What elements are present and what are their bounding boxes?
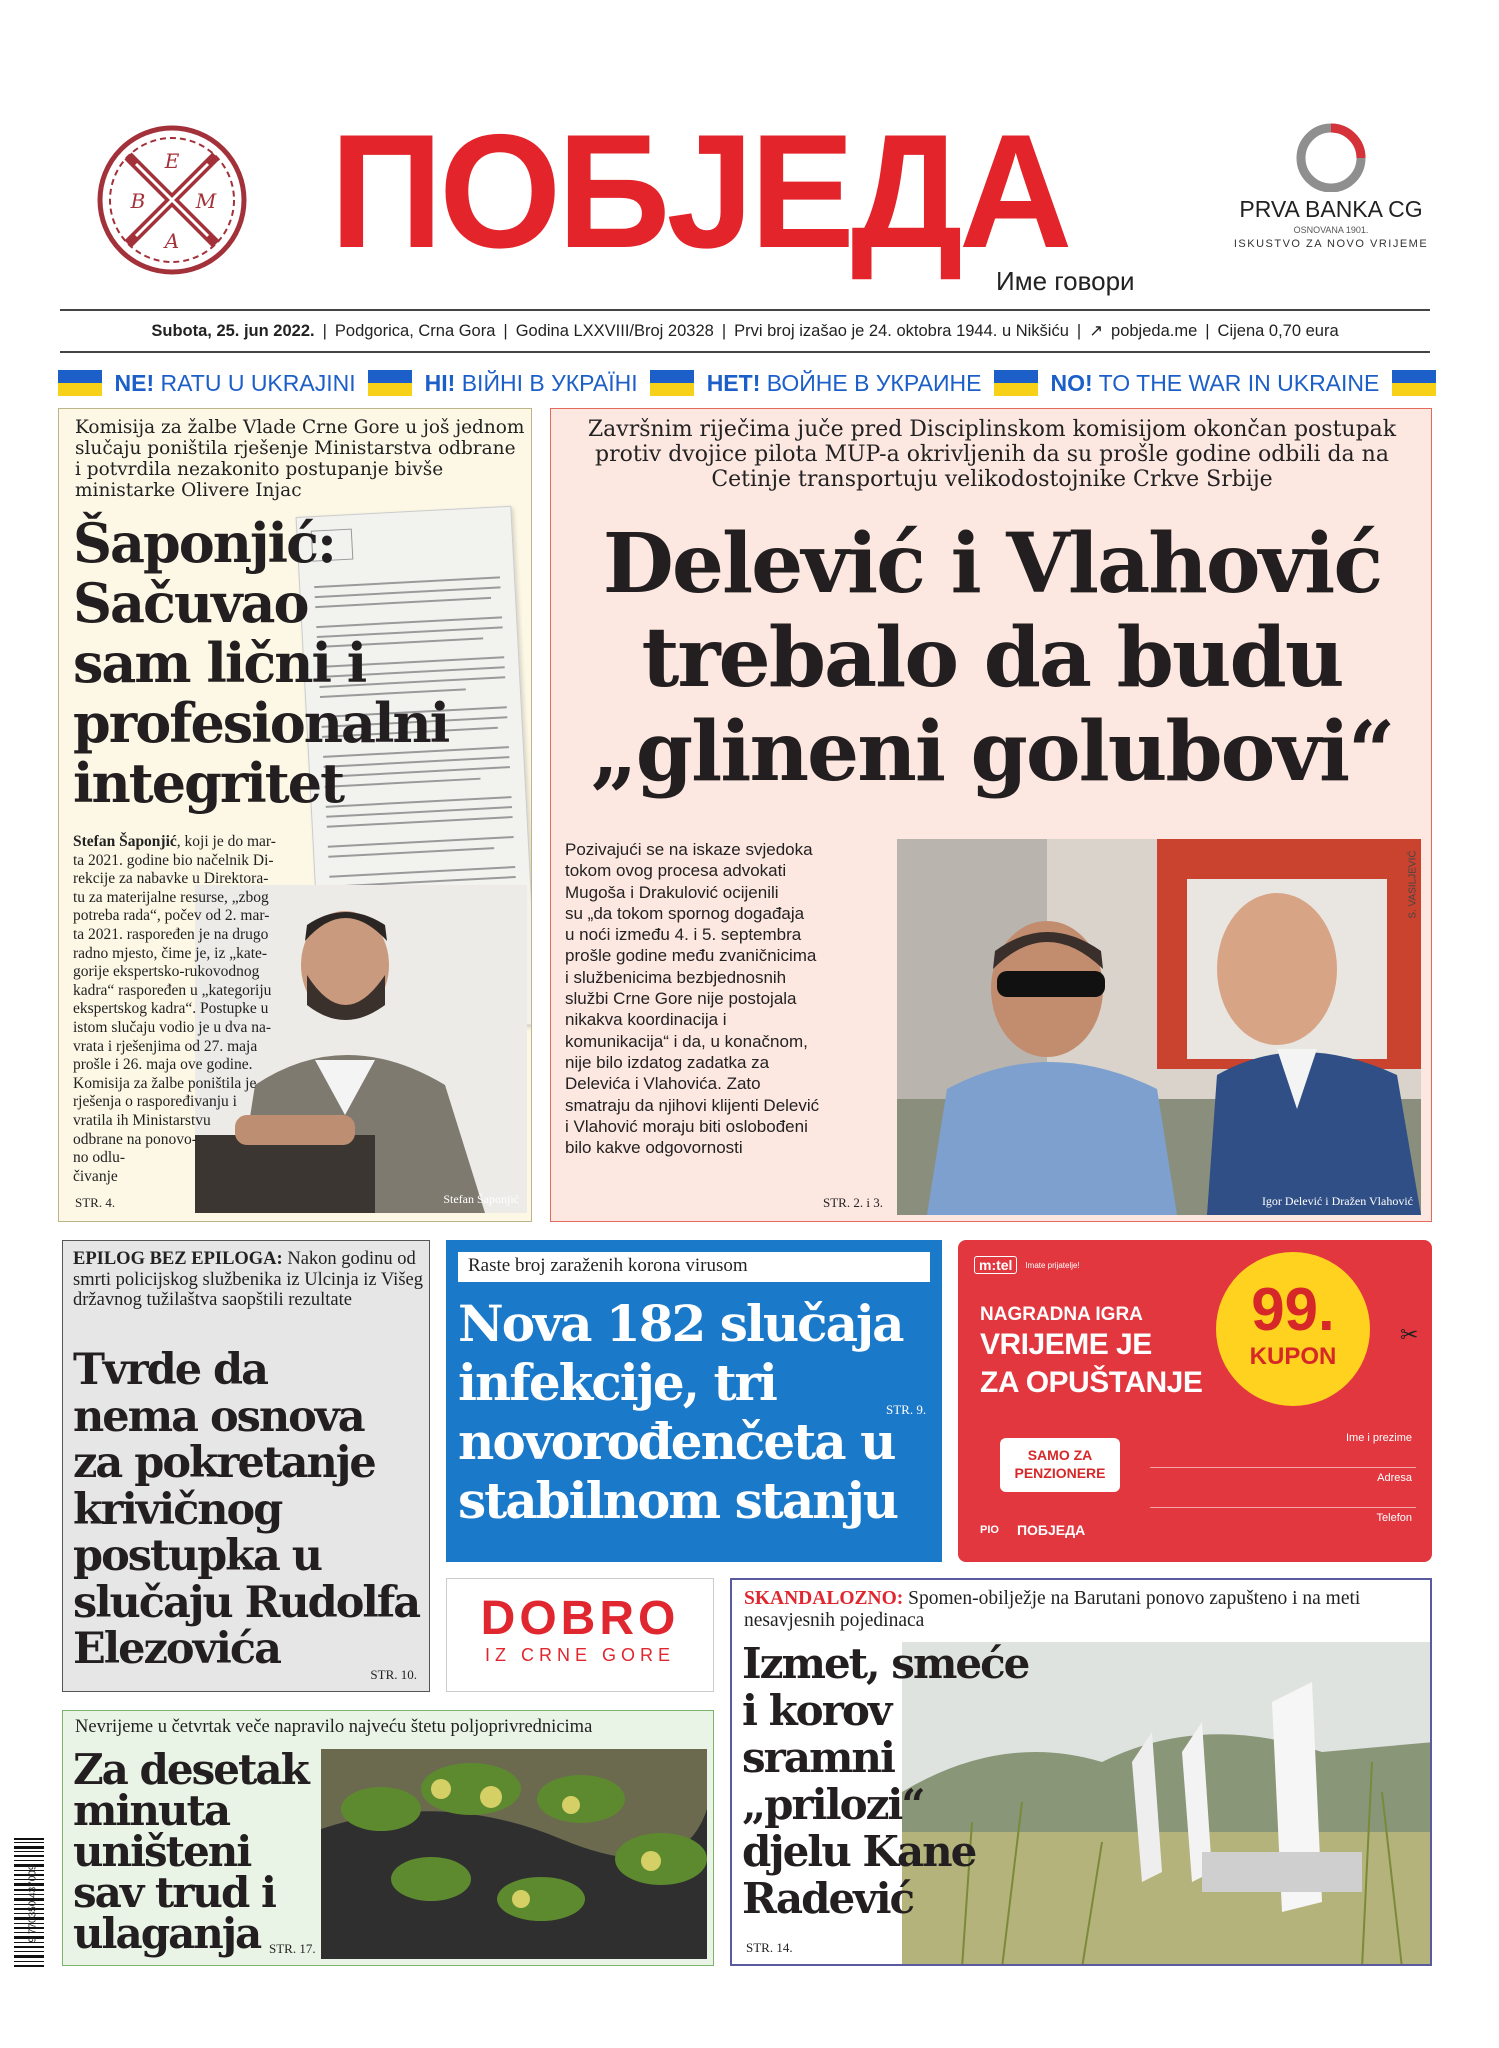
dateline-place: Podgorica, Crna Gora [334, 321, 496, 340]
epilog-label: EPILOG BEZ EPILOGA: [73, 1249, 283, 1269]
saponjic-lead-name: Stefan Šaponjić [73, 833, 177, 850]
coupon-title-1: NAGRADNA IGRA [980, 1304, 1143, 1325]
coupon-badge [1216, 1252, 1370, 1406]
masthead-title: ПОБЈЕДА [330, 101, 1069, 282]
epilog-headline[interactable]: Tvrde da nema osnova za pokretanje krivičnog postupka u slučaju Rudolfa Elezovića [73, 1345, 420, 1674]
epilog-kicker: EPILOG BEZ EPILOGA: Nakon godinu od smrti policijskog službenika iz Ulcinja iz Višeg državnog tužilaštva saopštili rezultate [73, 1249, 423, 1310]
coupon-badge-number: 99. [1251, 1276, 1335, 1343]
saponjic-kicker: Komisija za žalbe Vlade Crne Gore u još jednom slučaju poništila rješenje Ministarstva odbrane i potvrdila nezakonito postupanje bivše ministarke Olivere Injac [75, 417, 525, 501]
banner-item-1: NE! RATU U UKRAJINI [114, 369, 356, 396]
story-corona[interactable] [446, 1240, 942, 1562]
ukraine-flag-icon [1392, 370, 1436, 396]
pilots-headline-line-2: trebalo da budu [641, 610, 1343, 706]
storm-page-ref[interactable]: STR. 17. [269, 1941, 316, 1956]
coupon-button[interactable]: SAMO ZA PENZIONERE [1000, 1438, 1120, 1492]
story-epilog[interactable] [62, 1240, 430, 1692]
ukraine-flag-icon [994, 370, 1038, 396]
monument-headline[interactable]: Izmet, smeće i korov sramni „prilozi“ djelu Kane Radević [742, 1639, 1029, 1923]
story-pilots[interactable] [550, 408, 1432, 1222]
coupon-badge-label: KUPON [1249, 1343, 1337, 1370]
dateline-website[interactable]: pobjeda.me [1111, 321, 1198, 340]
dateline-rule-bottom [60, 351, 1430, 353]
pilots-photo [897, 839, 1421, 1215]
monument-kicker: SKANDALOZNO: Spomen-obilježje na Barutani ponovo zapušteno i na meti nesavjesnih pojedinaca [744, 1588, 1361, 1631]
coupon-form [1150, 1428, 1416, 1552]
sponsor-name: PRVA BANKA CG [1239, 196, 1423, 222]
saponjic-page-ref[interactable]: STR. 4. [75, 1195, 116, 1210]
pilots-photo-caption: Igor Delević i Dražen Vlahović [1261, 1194, 1413, 1208]
pilots-page-ref[interactable]: STR. 2. i 3. [823, 1195, 883, 1210]
coupon-field-address[interactable]: Adresa [1377, 1472, 1412, 1484]
emblem-letter-top: Е [164, 149, 180, 173]
epilog-page-ref[interactable]: STR. 10. [370, 1667, 417, 1682]
dateline-issue: Godina LXXVIII/Broj 20328 [515, 321, 714, 340]
pilots-body: Pozivajući se na iskaze svjedoka tokom ovog procesa advokati Mugoša i Drakulović ocijenili su „da tokom spornog događaja u noći između 4. i 5. septembra prošle godine među zvaničnicima i službenicima bezbjednosnih službi Crne Gore nije postojala nikakva koordinacija i komunikacija“ i da, u konačnom, nije bilo izdatog zadatka za Delevića i Vlahovića. Zato smatraju da njihovi klijenti Delević i Vlahović moraju biti oslobođeni bilo kakve odgovornosti [565, 840, 820, 1158]
barcode-number: 9 770350 437009 [27, 1864, 39, 1943]
monument-page-ref[interactable]: STR. 14. [746, 1940, 793, 1955]
scissors-icon: ✂ [1400, 1322, 1419, 1347]
dateline: Subota, 25. jun 2022. | Podgorica, Crna Gora | Godina LXXVIII/Broj 20328 | Prvi broj izašao je 24. oktobra 1944. u Nikšiću | ↗ pobjeda.me | Cijena 0,70 eura [151, 321, 1339, 340]
ad-coupon[interactable] [958, 1240, 1432, 1562]
pilots-headline-line-1: Delević i Vlahović [602, 516, 1382, 612]
banner-item-3: НЕТ! ВОЙНЕ В УКРАИНЕ [706, 369, 982, 396]
coupon-brand [974, 1256, 1080, 1274]
emblem-letter-right: М [195, 189, 217, 213]
sponsor-tagline: ISKUSTVO ZA NOVO VRIJEME [1233, 238, 1429, 250]
saponjic-headline-line-1: Šaponjić: [73, 511, 335, 575]
saponjic-headline-line-3: sam lični i [73, 631, 366, 695]
sponsor-logo [1226, 120, 1436, 260]
ukraine-flag-icon [650, 370, 694, 396]
corona-page-ref[interactable]: STR. 9. [886, 1402, 927, 1417]
dateline-price: Cijena 0,70 eura [1217, 321, 1339, 340]
emblem-letter-bottom: А [164, 229, 180, 253]
ukraine-flag-icon [368, 370, 412, 396]
banner-item-4: NO! TO THE WAR IN UKRAINE [1050, 369, 1380, 396]
emblem-letter-left: В [130, 189, 146, 213]
coupon-field-name[interactable]: Ime i prezime [1345, 1432, 1412, 1444]
dobro-subtitle: IZ CRNE GORE [484, 1645, 675, 1665]
masthead-left-logo [92, 120, 252, 280]
cursor-icon: ↗ [1089, 322, 1104, 340]
bank-swirl-icon [1286, 120, 1376, 192]
saponjic-headline-line-5: integritet [73, 751, 344, 815]
sponsor-founded: OSNOVANA 1901. [1293, 225, 1369, 235]
pio-logo: PIO [980, 1524, 999, 1536]
story-saponjic[interactable] [58, 408, 532, 1222]
banner-item-2: НІ! ВІЙНІ В УКРАЇНІ [424, 369, 638, 396]
coupon-footer [980, 1522, 1085, 1538]
saponjic-headline-line-2: Sačuvao [73, 571, 308, 635]
saponjic-body-text: Stefan Šaponjić, koji je do mar- ta 2021. godine bio načelnik Di- rekcije za nabavke u Direktora- tu za materijalne resurse, „zbog potreba rada“, počev od 2. mar- ta 2021. raspoređen je na drugo radno mjesto, čime je, iz „kate- gorije ekspertsko-rukovodnog kadra“ raspoređen u „kategoriju ekspertskog kadra“. Postupke u istom slučaju vodio je u dva na- vrata i rješenjima od 27. maja prošle i 26. maja ove godine. Komisija za žalbe poništila je rješenja o raspoređivanju i vratila ih Ministarstvu odbrane na ponovo- no odlu- čivanje [73, 833, 276, 1185]
dateline-first-issue: Prvi broj izašao je 24. oktobra 1944. u Nikšiću [734, 321, 1069, 340]
saponjic-headline[interactable] [73, 513, 513, 813]
mtel-logo: m:tel [974, 1256, 1017, 1274]
dateline-date: Subota, 25. jun 2022. [151, 321, 315, 340]
monument-label: SKANDALOZNO: [744, 1588, 904, 1609]
pilots-headline[interactable] [551, 517, 1432, 799]
ad-dobro[interactable] [446, 1578, 714, 1692]
mtel-note: Imate prijatelje! [1025, 1260, 1080, 1270]
pobjeda-small-logo: ПОБЈЕДА [1016, 1522, 1086, 1538]
emblem-icon [92, 120, 252, 280]
story-storm[interactable] [62, 1710, 714, 1966]
coupon-title-3: ZA OPUŠTANJE [980, 1366, 1203, 1399]
saponjic-headline-line-4: profesionalni [73, 691, 449, 755]
coupon-field-phone[interactable]: Telefon [1376, 1512, 1412, 1524]
dateline-rule-top [60, 309, 1430, 311]
saponjic-photo-caption: Stefan Šaponjić [443, 1192, 519, 1206]
story-monument[interactable] [730, 1578, 1432, 1966]
corona-headline[interactable]: Nova 182 slučaja infekcije, tri novorođenčeta u stabilnom stanju [458, 1294, 903, 1530]
war-banner [58, 366, 1436, 400]
pilots-kicker: Završnim riječima juče pred Disciplinskom komisijom okončan postupak protiv dvojice pilota MUP-a okrivljenih da su prošle godine odbili da na Cetinje transportuju velikodostojnike Crkve Srbije [587, 417, 1397, 492]
dobro-title: DOBRO [480, 1592, 680, 1645]
masthead-slogan: Име говори [996, 266, 1135, 296]
ukraine-flag-icon [58, 370, 102, 396]
corona-kicker: Raste broj zaraženih korona virusom [458, 1252, 930, 1282]
storm-kicker: Nevrijeme u četvrtak veče napravilo najveću štetu poljoprivrednicima [75, 1717, 593, 1737]
coupon-title-2: VRIJEME JE [980, 1328, 1152, 1361]
storm-headline[interactable]: Za desetak minuta uništeni sav trud i ulaganja [73, 1745, 308, 1958]
pilots-headline-line-3: „glineni golubovi“ [590, 704, 1394, 800]
storm-photo [321, 1749, 707, 1959]
pilots-photo-credit: S. VASILJEVIĆ [1407, 850, 1419, 919]
